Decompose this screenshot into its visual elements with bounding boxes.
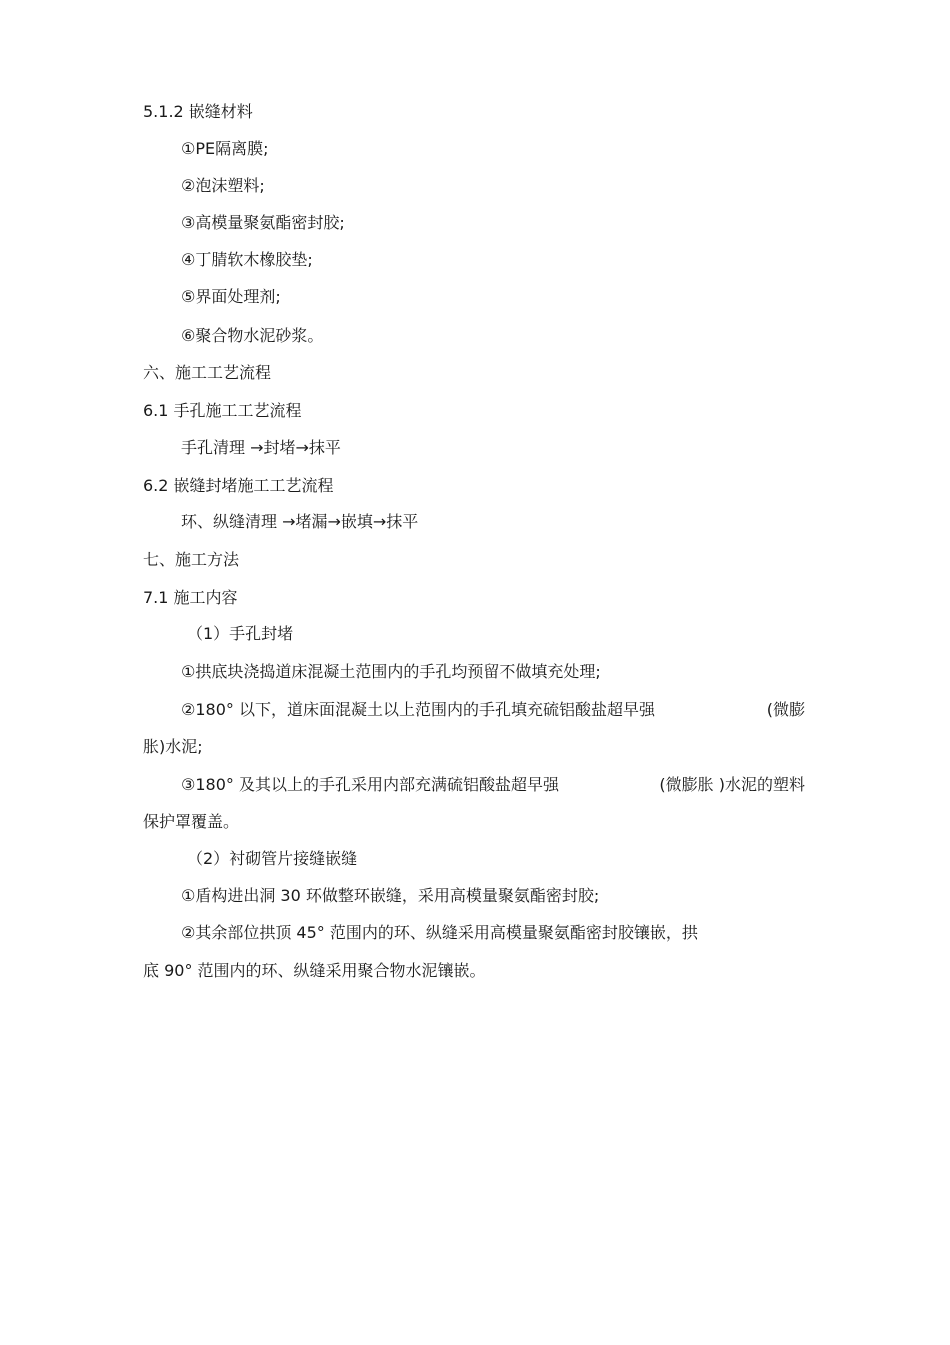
part1-item3-line1 (181, 774, 805, 796)
part2-title: （2）衬砌管片接缝嵌缝 (187, 849, 358, 868)
part1-title: （1）手孔封堵 (187, 624, 294, 643)
part1-item2-line2: 胀)水泥; (143, 737, 203, 756)
heading-5-1-2: 5.1.2 嵌缝材料 (143, 102, 253, 121)
part1-item3-line2: 保护罩覆盖。 (143, 812, 240, 831)
part1-item1: ①拱底块浇捣道床混凝土范围内的手孔均预留不做填充处理; (181, 662, 601, 681)
heading-7-1: 7.1 施工内容 (143, 588, 238, 607)
material-item-2: ②泡沫塑料; (181, 176, 265, 195)
heading-6-1: 6.1 手孔施工工艺流程 (143, 401, 302, 420)
part1-item2-text-a: ②180° 以下，道床面混凝土以上范围内的手孔填充硫铝酸盐超早强 (181, 700, 655, 719)
part1-item2-text-b: (微膨 (766, 700, 805, 719)
material-item-5: ⑤界面处理剂; (181, 287, 281, 306)
part1-item3-text-b: (微膨胀 )水泥的塑料 (659, 775, 805, 794)
heading-6: 六、施工工艺流程 (143, 363, 272, 382)
flow-6-1: 手孔清理 →封堵→抹平 (181, 438, 341, 457)
heading-7: 七、施工方法 (143, 550, 240, 569)
part1-item2-line1 (181, 699, 805, 721)
part2-item2-line1: ②其余部位拱顶 45° 范围内的环、纵缝采用高模量聚氨酯密封胶镶嵌，拱 (181, 923, 698, 942)
material-item-6: ⑥聚合物水泥砂浆。 (181, 326, 324, 345)
part2-item1: ①盾构进出洞 30 环做整环嵌缝，采用高模量聚氨酯密封胶; (181, 886, 600, 905)
part1-item3-text-a: ③180° 及其以上的手孔采用内部充满硫铝酸盐超早强 (181, 775, 559, 794)
material-item-4: ④丁腈软木橡胶垫; (181, 250, 313, 269)
material-item-3: ③高模量聚氨酯密封胶; (181, 213, 345, 232)
material-item-1: ①PE隔离膜; (181, 139, 269, 158)
flow-6-2: 环、纵缝清理 →堵漏→嵌填→抹平 (181, 512, 419, 531)
heading-6-2: 6.2 嵌缝封堵施工工艺流程 (143, 476, 334, 495)
part2-item2-line2: 底 90° 范围内的环、纵缝采用聚合物水泥镶嵌。 (143, 961, 486, 980)
